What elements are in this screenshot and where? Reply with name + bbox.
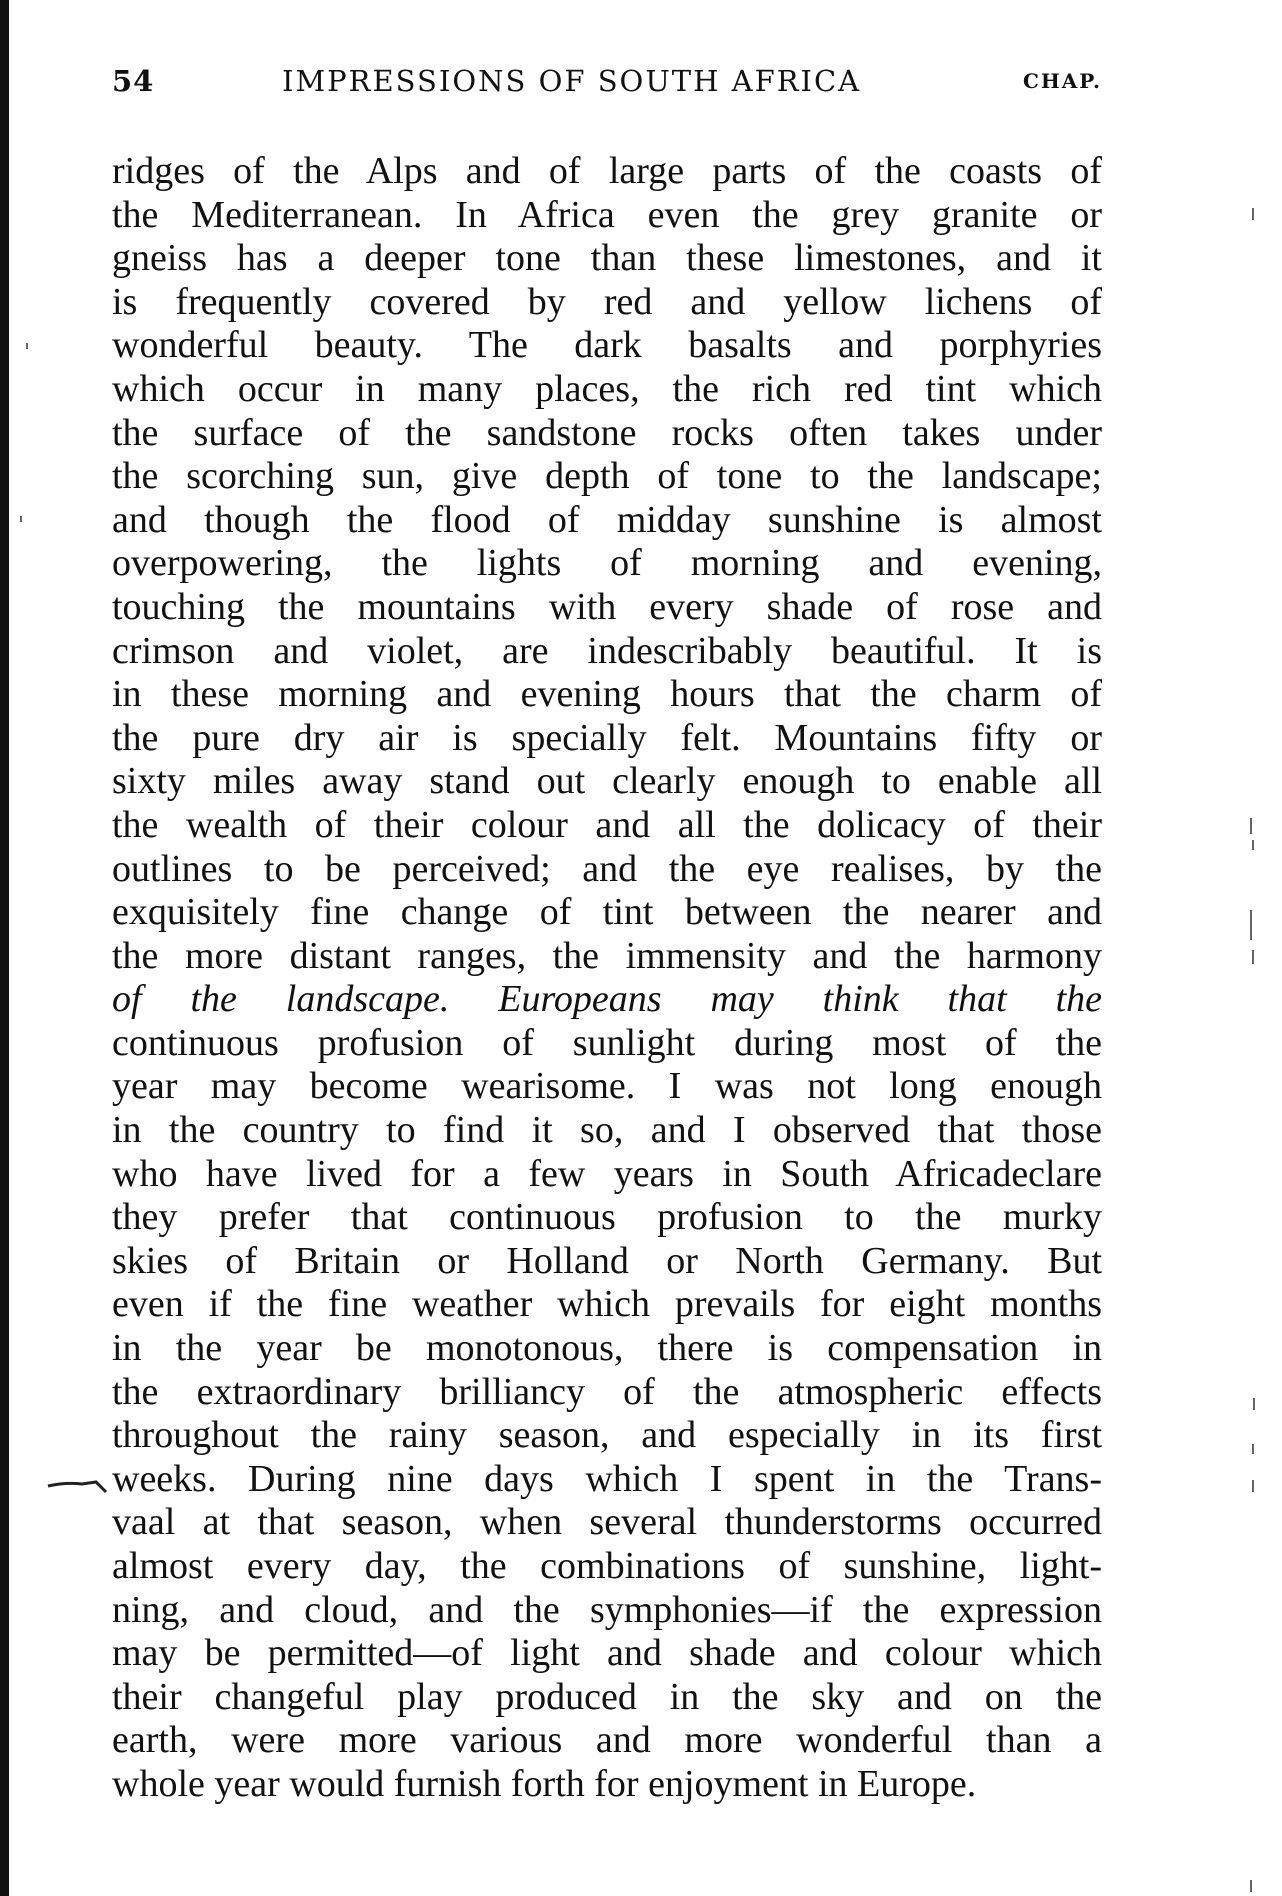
text-line: ridges of the Alps and of large parts of the coasts of: [112, 150, 1102, 192]
text-line: sixty miles away stand out clearly enough to enable all: [112, 760, 1102, 803]
body-text: [112, 150, 1102, 1807]
text-line: overpowering, the lights of morning and evening,: [112, 542, 1102, 585]
text-line: exquisitely fine change of tint between the nearer and: [112, 891, 1102, 934]
text-line: the extraordinary brilliancy of the atmospheric effects: [112, 1370, 1102, 1413]
book-title: IMPRESSIONS OF SOUTH AFRICA: [282, 64, 862, 98]
text-line: the pure dry air is specially felt. Mountains fifty or: [112, 716, 1102, 759]
text-line: outlines to be perceived; and the eye realises, by the: [112, 847, 1102, 890]
text-line: of the landscape. Europeans may think that the: [112, 978, 1102, 1021]
text-line: they prefer that continuous profusion to the murky: [112, 1196, 1102, 1239]
chapter-label: CHAP.: [1022, 69, 1102, 93]
text-line: who have lived for a few years in South Africadeclare: [112, 1152, 1102, 1195]
text-line: is frequently covered by red and yellow lichens of: [112, 280, 1102, 323]
text-line: continuous profusion of sunlight during most of the: [112, 1021, 1102, 1064]
page-number: 54: [112, 64, 155, 98]
text-line: weeks. During nine days which I spent in the Trans-: [112, 1457, 1102, 1500]
text-line: crimson and violet, are indescribably beautiful. It is: [112, 629, 1102, 672]
text-line: almost every day, the combinations of sunshine, light-: [112, 1545, 1102, 1587]
text-line: in these morning and evening hours that the charm of: [112, 673, 1102, 716]
text-line: ning, and cloud, and the symphonies—if the expression: [112, 1588, 1102, 1631]
text-line: year may become wearisome. I was not long enough: [112, 1065, 1102, 1108]
text-line: earth, were more various and more wonderful than a: [112, 1719, 1102, 1762]
text-line: may be permitted—of light and shade and colour which: [112, 1632, 1102, 1675]
text-line: which occur in many places, the rich red tint which: [112, 367, 1102, 410]
text-line: skies of Britain or Holland or North Germany. But: [112, 1239, 1102, 1282]
text-line: throughout the rainy season, and especially in its first: [112, 1414, 1102, 1457]
text-line: their changeful play produced in the sky and on the: [112, 1675, 1102, 1718]
text-line: whole year would furnish forth for enjoyment in Europe.: [112, 1762, 977, 1805]
text-line: gneiss has a deeper tone than these limestones, and it: [112, 237, 1102, 280]
page-spine-edge: [0, 0, 9, 1896]
text-line: and though the flood of midday sunshine is almost: [112, 498, 1102, 541]
text-line: the scorching sun, give depth of tone to the landscape;: [112, 455, 1102, 498]
running-head: [112, 64, 1102, 104]
text-line: even if the fine weather which prevails for eight months: [112, 1283, 1102, 1326]
text-line: the wealth of their colour and all the dolicacy of their: [112, 803, 1102, 846]
text-line: the surface of the sandstone rocks often takes under: [112, 411, 1102, 454]
text-line: touching the mountains with every shade of rose and: [112, 585, 1102, 628]
margin-pen-mark-icon: [46, 1470, 114, 1500]
text-line: the more distant ranges, the immensity and the harmony: [112, 934, 1102, 977]
text-line: wonderful beauty. The dark basalts and porphyries: [112, 324, 1102, 367]
text-line: vaal at that season, when several thunderstorms occurred: [112, 1501, 1102, 1544]
text-line: in the year be monotonous, there is compensation in: [112, 1327, 1102, 1370]
text-line: in the country to find it so, and I observed that those: [112, 1109, 1102, 1152]
text-line: the Mediterranean. In Africa even the grey granite or: [112, 193, 1102, 236]
